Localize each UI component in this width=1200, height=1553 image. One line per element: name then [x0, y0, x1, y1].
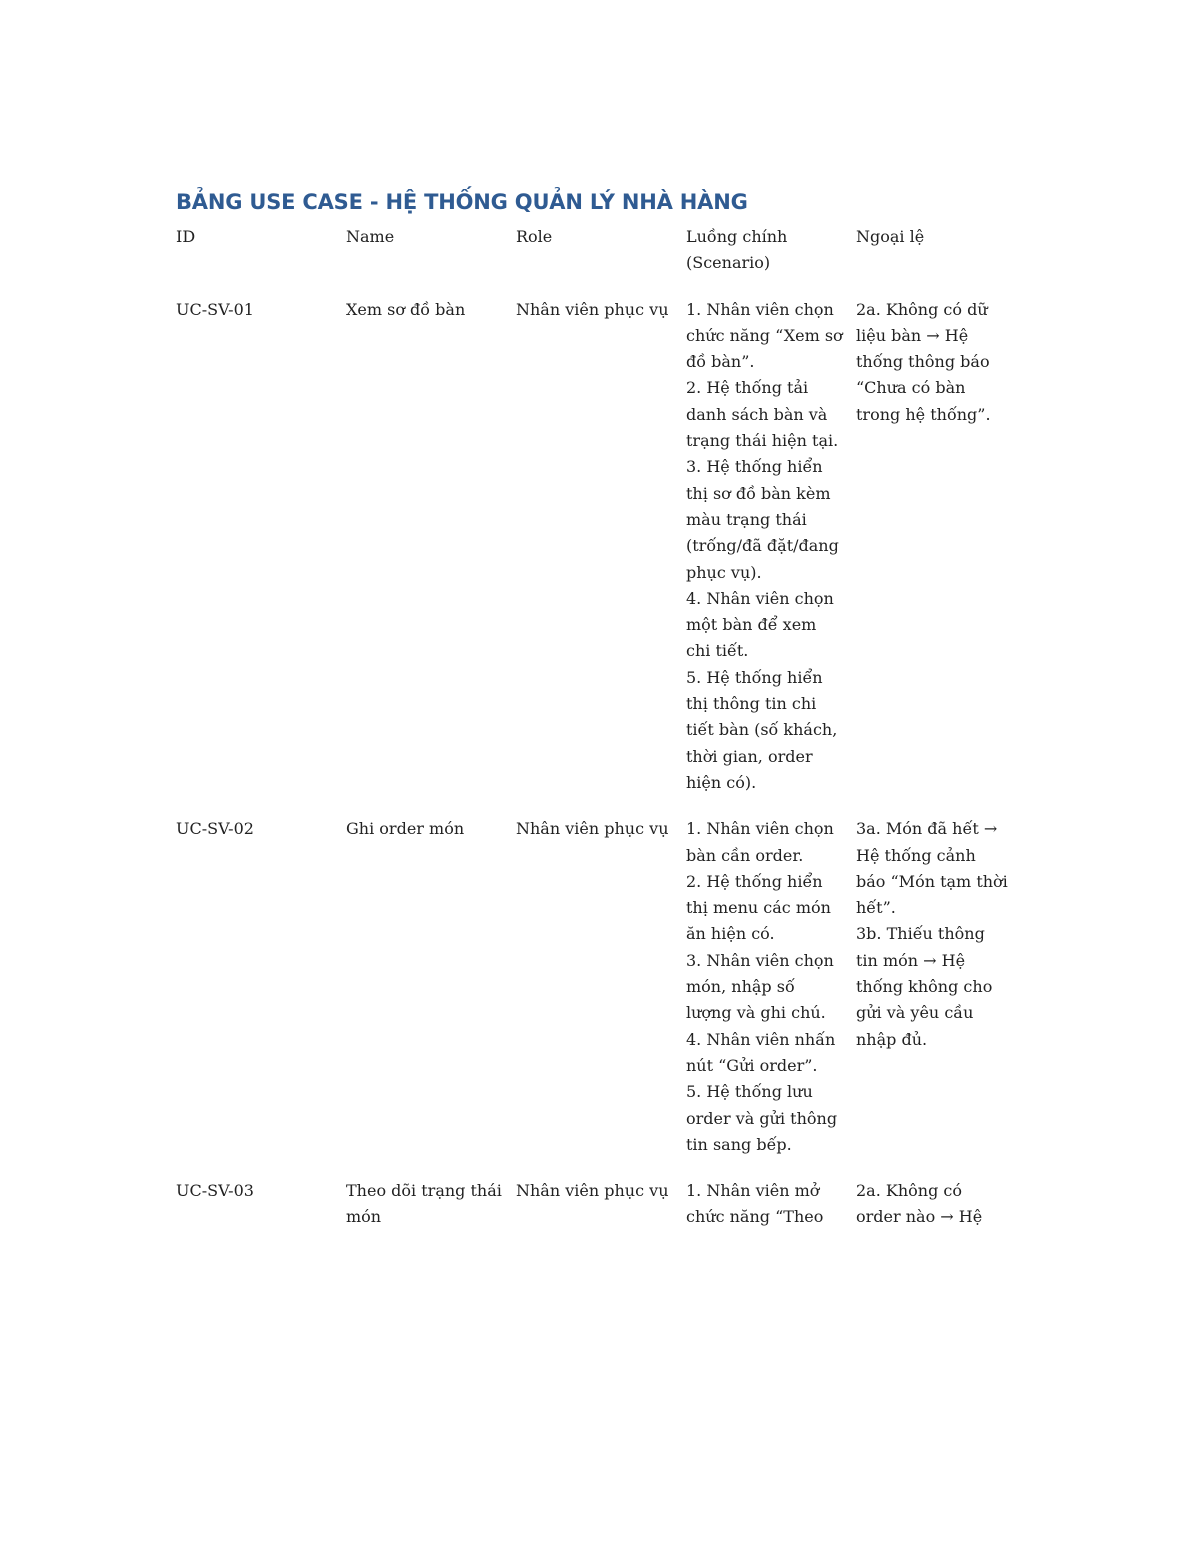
cell-role: Nhân viên phục vụ	[516, 1181, 669, 1201]
header-exceptions: Ngoại lệ	[856, 227, 925, 246]
cell-scenario	[686, 297, 856, 817]
cell-name: Ghi order món	[346, 819, 465, 839]
scenario-step: 2. Hệ thống hiển thị menu các món ăn hiện có.	[686, 871, 831, 944]
header-id: ID	[176, 227, 196, 246]
header-scenario: Luồng chính (Scenario)	[686, 227, 788, 273]
exception-item: 2a. Không có dữ liệu bàn → Hệ thống thông báo “Chưa có bàn trong hệ thống”.	[856, 299, 991, 424]
scenario-step: 5. Hệ thống lưu order và gửi thông tin sang bếp.	[686, 1082, 838, 1154]
scenario-step: 1. Nhân viên chọn bàn cần order.	[686, 819, 834, 865]
exception-item: 2a. Không có order nào → Hệ	[856, 1181, 983, 1227]
exception-item: 3b. Thiếu thông tin món → Hệ thống không cho gửi và yêu cầu nhập đủ.	[856, 924, 993, 1049]
use-case-table	[176, 224, 1021, 1231]
document-title: BẢNG USE CASE - HỆ THỐNG QUẢN LÝ NHÀ HÀNG	[176, 190, 748, 214]
header-role: Role	[516, 227, 553, 246]
scenario-step: 4. Nhân viên chọn một bàn để xem chi tiết.	[686, 588, 834, 661]
cell-exceptions	[856, 297, 1021, 817]
cell-role: Nhân viên phục vụ	[516, 819, 669, 839]
scenario-step: 4. Nhân viên nhấn nút “Gửi order”.	[686, 1029, 836, 1075]
scenario-step: 2. Hệ thống tải danh sách bàn và trạng thái hiện tại.	[686, 378, 839, 451]
cell-scenario	[686, 1178, 856, 1231]
cell-exceptions	[856, 1178, 1021, 1231]
scenario-step: 3. Hệ thống hiển thị sơ đồ bàn kèm màu trạng thái (trống/đã đặt/đang phục vụ).	[686, 457, 839, 582]
exception-item: 3a. Món đã hết → Hệ thống cảnh báo “Món tạm thời hết”.	[856, 819, 1008, 918]
cell-id: UC-SV-03	[176, 1181, 254, 1201]
cell-id: UC-SV-01	[176, 299, 254, 319]
cell-scenario	[686, 816, 856, 1178]
cell-name: Theo dõi trạng thái món	[346, 1181, 502, 1227]
scenario-step: 1. Nhân viên chọn chức năng “Xem sơ đồ bàn”.	[686, 299, 843, 372]
cell-id: UC-SV-02	[176, 819, 254, 839]
scenario-step: 5. Hệ thống hiển thị thông tin chi tiết bàn (số khách, thời gian, order hiện có).	[686, 667, 838, 792]
table-row	[176, 297, 1021, 817]
cell-name: Xem sơ đồ bàn	[346, 299, 466, 319]
scenario-step: 3. Nhân viên chọn món, nhập số lượng và ghi chú.	[686, 950, 834, 1023]
cell-exceptions	[856, 816, 1021, 1178]
scenario-step: 1. Nhân viên mở chức năng “Theo	[686, 1181, 824, 1227]
table-row	[176, 816, 1021, 1178]
table-row	[176, 1178, 1021, 1231]
header-name: Name	[346, 227, 395, 246]
cell-role: Nhân viên phục vụ	[516, 299, 669, 319]
table-header-row	[176, 224, 1021, 297]
